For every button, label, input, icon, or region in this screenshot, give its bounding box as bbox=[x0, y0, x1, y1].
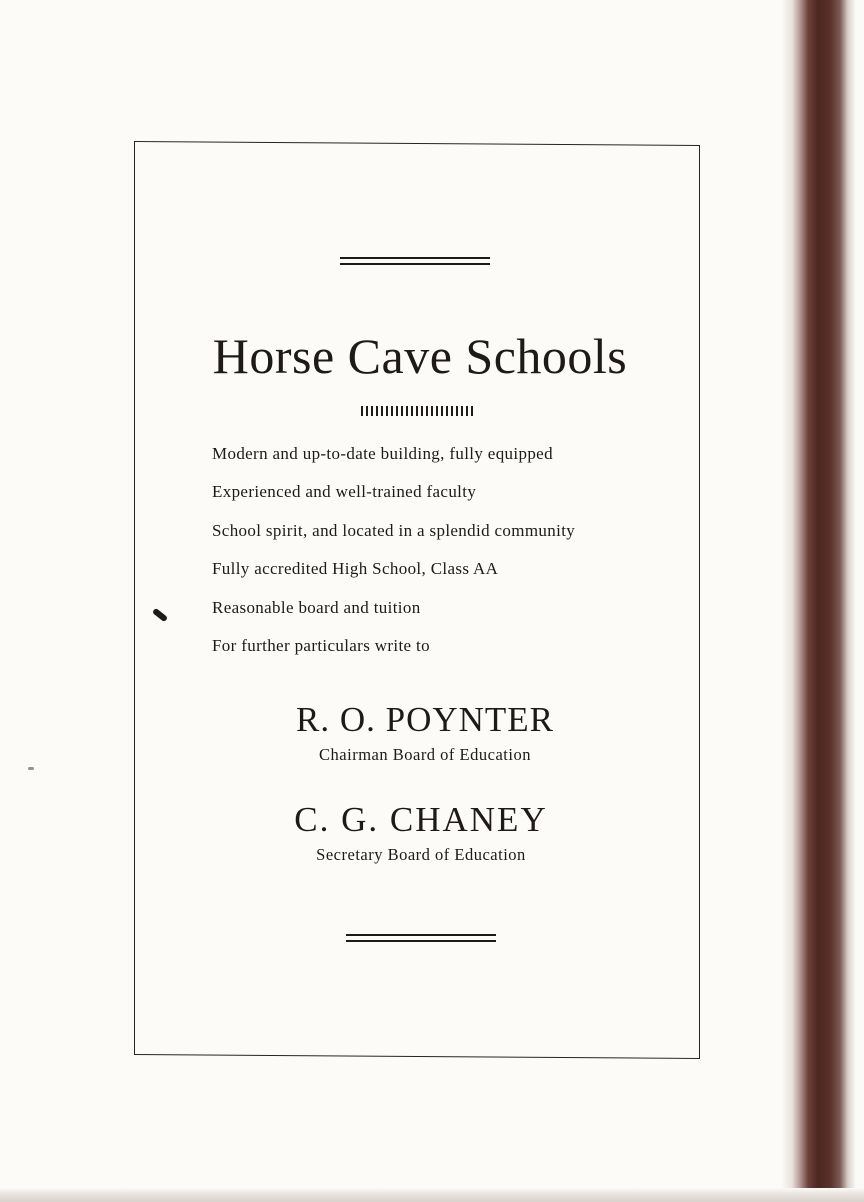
feature-item: Reasonable board and tuition bbox=[212, 597, 421, 617]
paper-speck bbox=[28, 767, 34, 770]
contact-name: R. O. POYNTER bbox=[295, 700, 555, 739]
contact-block-secretary bbox=[236, 800, 606, 866]
ornamental-divider bbox=[361, 406, 473, 416]
feature-list bbox=[212, 442, 575, 672]
top-double-rule bbox=[340, 257, 490, 265]
feature-item: Fully accredited High School, Class AA bbox=[212, 559, 499, 579]
contact-name: C. G. CHANEY bbox=[294, 800, 548, 839]
book-spine-shadow bbox=[782, 0, 864, 1202]
contact-block-chairman bbox=[240, 700, 610, 766]
feature-item: Modern and up-to-date building, fully equipped bbox=[212, 444, 553, 463]
feature-item: For further particulars write to bbox=[212, 635, 430, 655]
feature-item: School spirit, and located in a splendid community bbox=[212, 520, 576, 540]
contact-role: Chairman Board of Education bbox=[319, 745, 531, 764]
contact-role: Secretary Board of Education bbox=[316, 845, 526, 864]
bottom-double-rule bbox=[346, 934, 496, 942]
ad-title: Horse Cave Schools bbox=[212, 328, 628, 384]
feature-item: Experienced and well-trained faculty bbox=[212, 482, 477, 502]
page-bottom-edge bbox=[0, 1188, 864, 1202]
